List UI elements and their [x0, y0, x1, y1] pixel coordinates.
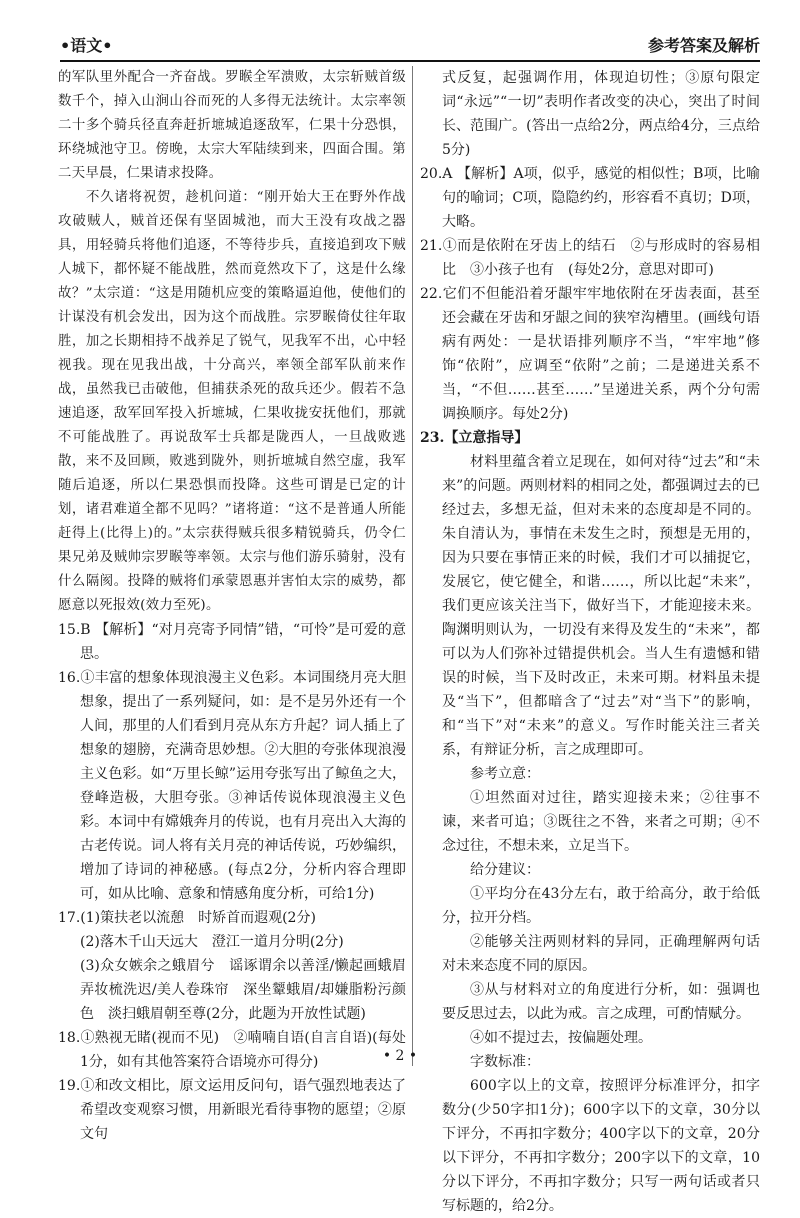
scoring-advice-4: ④如不提过去，按偏题处理。	[470, 1030, 652, 1046]
answer-15: 15.B 【解析】“对月亮寄予同情”错，“可怜”是可爱的意思。	[58, 622, 406, 662]
page-number: • 2 •	[382, 1048, 418, 1064]
section-title: 参考答案及解析	[647, 36, 760, 55]
answer-17-2: (2)落木千山天远大 澄江一道月分明(2分)	[80, 934, 344, 950]
scoring-advice-3: ③从与材料对立的角度进行分析，如：强调也要反思过去，以此为戒。言之成理，可酌情赋分。	[442, 982, 760, 1022]
translation-paragraph-2: 不久诸将祝贺，趁机问道：“刚开始大王在野外作战攻破贼人，贼首还保有坚固城池，而大王没有攻战之器具，用轻骑兵将他们追逐，不等待步兵，直接追到攻下贼人城下，都怀疑不能战胜，然而竟然攻下了，这是什么缘故？”太宗道：“这是用随机应变的策略逼迫他，使他们的计谋没有机会发出，因为这个而战胜。宗罗睺倚仗往年取胜，加之长期相持不战养足了锐气，见我军不出，心中轻视我。现在见我出战，十分高兴，率领全部军队前来作战，虽然我已击破他，但捕获杀死的敌兵还少。假若不急速追逐，敌军回军投入折墌城，仁果收拢安抚他们，那就不可能战胜了。再说敌军士兵都是陇西人，一旦战败逃散，来不及回顾，败逃到陇外，则折墌城自然空虚，我军随后追逐，所以仁果恐惧而投降。这些可谓是已定的计划，诸君难道全都不见吗？”诸将道：“这不是普通人所能赶得上(比得上)的。”太宗获得贼兵很多精锐骑兵，仍令仁果兄弟及贼帅宗罗睺等率领。太宗与他们游乐骑射，没有什么隔阂。投降的贼将们承蒙恩惠并害怕太宗的威势，都愿意以死报效(效力至死)。	[58, 190, 406, 613]
reference-themes-label: 参考立意：	[470, 766, 540, 782]
scoring-advice-2: ②能够关注两则材料的异同，正确理解两句话对未来态度不同的原因。	[442, 934, 760, 974]
answer-19-continued: 式反复，起强调作用，体现迫切性；③原句限定词“永远”“一切”表明作者改变的决心，突出了时间长、范围广。(答出一点给2分，两点给4分，三点给5分)	[442, 70, 760, 158]
answer-19: 19.①和改文相比，原文运用反问句，语气强烈地表达了希望改变观察习惯，用新眼光看待事物的愿望；②原文句	[58, 1078, 406, 1142]
word-count-standard: 600字以上的文章，按照评分标准评分，扣字数分(少50字扣1分)；600字以下的文章，30分以下评分，不再扣字数分；400字以下的文章，20分以下评分，不再扣字数分；200字以下的文章，10分以下评分，不再扣字数分；只写一两句话或者只写标题的，给2分。	[442, 1078, 760, 1214]
page-header	[60, 30, 760, 62]
scoring-advice-label: 给分建议：	[470, 862, 540, 878]
left-column	[58, 66, 420, 1146]
answer-17-3: (3)众女嫉余之蛾眉兮 谣诼谓余以善淫/懒起画蛾眉 弄妆梳洗迟/美人卷珠帘 深坐颦蛾眉/却嫌脂粉污颜色 淡扫蛾眉朝至尊(2分，此题为开放性试题)	[80, 958, 420, 1022]
answer-20: 20.A 【解析】A项，似乎，感觉的相似性；B项，比喻句的喻词；C项，隐隐约约，形容看不真切；D项，大略。	[420, 166, 760, 230]
word-count-label: 字数标准：	[470, 1054, 540, 1070]
answer-21: 21.①而是依附在牙齿上的结石 ②与形成时的容易相比 ③小孩子也有 (每处2分，意思对即可)	[420, 238, 760, 278]
essay-guidance: 材料里蕴含着立足现在，如何对待“过去”和“未来”的问题。两则材料的相同之处，都强调过去的已经过去，多想无益，但对未来的态度却是不同的。朱自清认为，事情在未发生之时，预想是无用的，因为只要在事情正来的时候，我们才可以捕捉它，发展它，使它健全，和谐……，所以比起“未来”，我们更应该关注当下，做好当下，才能迎接未来。陶渊明则认为，一切没有来得及发生的“未来”，都可以为人们弥补过错提供机会。当人生有遗憾和错误的时候，当下及时改正，未来可期。材料虽未提及“当下”，但都暗含了“过去”对“当下”的影响，和“当下”对“未来”的意义。写作时能关注三者关系，有辩证分析，言之成理即可。	[442, 454, 760, 758]
answer-23-heading: 23.【立意指导】	[420, 430, 529, 446]
answer-18: 18.①熟视无睹(视而不见) ②喃喃自语(自言自语)(每处1分，如有其他答案符合语境亦可得分)	[58, 1030, 406, 1070]
answer-16: 16.①丰富的想象体现浪漫主义色彩。本词围绕月亮大胆想象，提出了一系列疑问，如：是不是另外还有一个人间，那里的人们看到月亮从东方升起？词人插上了想象的翅膀，充满奇思妙想。②大胆的夸张体现浪漫主义色彩。如“万里长鲸”运用夸张写出了鲸鱼之大，登峰造极，大胆夸张。③神话传说体现浪漫主义色彩。本词中有嫦娥奔月的传说，也有月亮出入大海的古老传说。词人将有关月亮的神话传说，巧妙编织，增加了诗词的神秘感。(每点2分，分析内容合理即可，如从比喻、意象和情感角度分析，可给1分)	[58, 670, 406, 902]
column-divider	[412, 66, 413, 1066]
reference-themes: ①坦然面对过往，踏实迎接未来；②往事不谏，来者可追；③既往之不咎，来者之可期；④不念过往，不想未来，立足当下。	[442, 790, 760, 854]
answer-17-1: 17.(1)策扶老以流憩 时矫首而遐观(2分)	[58, 910, 316, 926]
translation-paragraph-1: 的军队里外配合一齐奋战。罗睺全军溃败，太宗斩贼首级数千个，掉入山涧山谷而死的人多得无法统计。太宗率领二十多个骑兵径直奔赶折墌城追逐敌军，仁果十分恐惧，环绕城池守卫。傍晚，太宗大军陆续到来，四面合围。第二天早晨，仁果请求投降。	[58, 70, 406, 181]
answer-22: 22.它们不但能沿着牙龈牢牢地依附在牙齿表面，甚至还会藏在牙齿和牙龈之间的狭窄沟槽里。(画线句语病有两处：一是状语排列顺序不当，“牢牢地”修饰“依附”，应调至“依附”之前；二是递进关系不当，“不但……甚至……”呈递进关系，两个分句需调换顺序。每处2分)	[420, 286, 760, 422]
right-column	[420, 66, 760, 1218]
scoring-advice-1: ①平均分在43分左右，敢于给高分，敢于给低分，拉开分档。	[442, 886, 760, 926]
subject-label: •语文•	[60, 36, 113, 55]
